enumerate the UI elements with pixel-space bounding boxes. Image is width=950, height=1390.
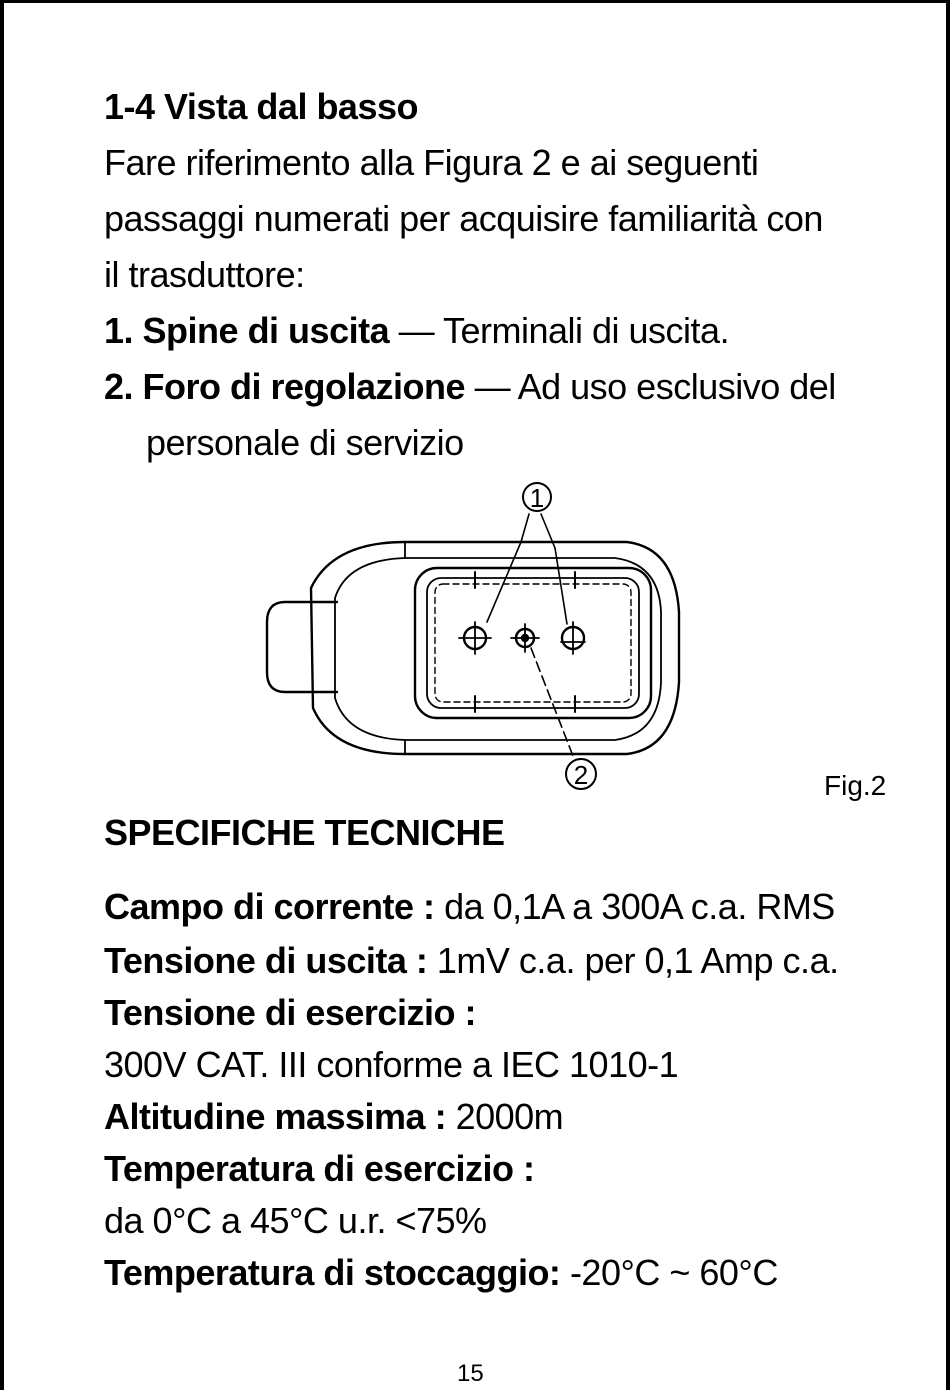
spec-row-max-altitude <box>104 1096 563 1138</box>
left-tab-outline <box>267 602 337 692</box>
callout-1 <box>521 483 555 548</box>
list-item-desc: Terminali di uscita. <box>442 310 730 351</box>
spec-row-operating-voltage-value <box>104 1044 678 1086</box>
spec-row-output-voltage <box>104 940 839 982</box>
list-item-term: Foro di regolazione <box>142 366 466 407</box>
output-pin-left <box>459 622 491 654</box>
list-item-2-continuation: personale di servizio <box>146 422 464 463</box>
list-item-term: Spine di uscita <box>142 310 390 351</box>
list-item-separator: — <box>389 310 443 351</box>
callout-1-number: 1 <box>529 483 545 513</box>
spec-row-operating-temp <box>104 1148 534 1190</box>
outer-body-outline <box>311 542 679 754</box>
spec-value: 300V CAT. III conforme a IEC 1010-1 <box>104 1044 679 1085</box>
spec-value: 1mV c.a. per 0,1 Amp c.a. <box>427 940 839 981</box>
spec-label: Altitudine massima : <box>104 1096 447 1137</box>
spec-row-operating-voltage <box>104 992 476 1034</box>
intro-line-1: Fare riferimento alla Figura 2 e ai seguenti <box>104 142 759 183</box>
figure-caption: Fig.2 <box>824 770 887 801</box>
spec-label: Tensione di uscita : <box>104 940 428 981</box>
output-pin-right <box>561 622 585 654</box>
specs-heading: SPECIFICHE TECNICHE <box>104 812 505 853</box>
list-item-number: 1. <box>104 310 134 351</box>
transducer-bottom-view-figure <box>255 472 695 802</box>
spec-row-storage-temp <box>104 1252 778 1294</box>
page-edge-top <box>0 0 950 3</box>
list-item-number: 2. <box>104 366 134 407</box>
spec-label: Temperatura di stoccaggio: <box>104 1252 561 1293</box>
spec-row-current-range <box>104 886 835 928</box>
spec-label: Campo di corrente : <box>104 886 435 927</box>
spec-value: -20°C ~ 60°C <box>560 1252 778 1293</box>
list-item-separator: — <box>465 366 518 407</box>
spec-label: Temperatura di esercizio : <box>104 1148 535 1189</box>
leader-to-right-pin <box>555 548 567 624</box>
intro-line-2: passaggi numerati per acquisire familiarità con <box>104 198 823 239</box>
page-number: 15 <box>457 1360 484 1387</box>
list-item-1 <box>104 310 729 352</box>
callout-2 <box>566 759 596 790</box>
callout-1-leader-a <box>521 514 529 542</box>
page-edge-left <box>0 0 4 1390</box>
list-item-2 <box>104 366 836 408</box>
spec-value: da 0,1A a 300A c.a. RMS <box>434 886 835 927</box>
list-item-desc: Ad uso esclusivo del <box>517 366 836 407</box>
adjust-hole-center <box>511 624 539 652</box>
section-heading: 1-4 Vista dal basso <box>104 86 418 127</box>
inner-band-outline <box>335 558 661 740</box>
spec-row-operating-temp-value <box>104 1200 487 1242</box>
leader-to-left-pin <box>487 542 521 622</box>
spec-label: Tensione di esercizio : <box>104 992 476 1033</box>
spec-value: 2000m <box>446 1096 564 1137</box>
page-edge-right <box>946 0 950 1390</box>
callout-2-number: 2 <box>573 760 589 790</box>
intro-line-3: il trasduttore: <box>104 254 305 295</box>
spec-value: da 0°C a 45°C u.r. <75% <box>104 1200 487 1241</box>
